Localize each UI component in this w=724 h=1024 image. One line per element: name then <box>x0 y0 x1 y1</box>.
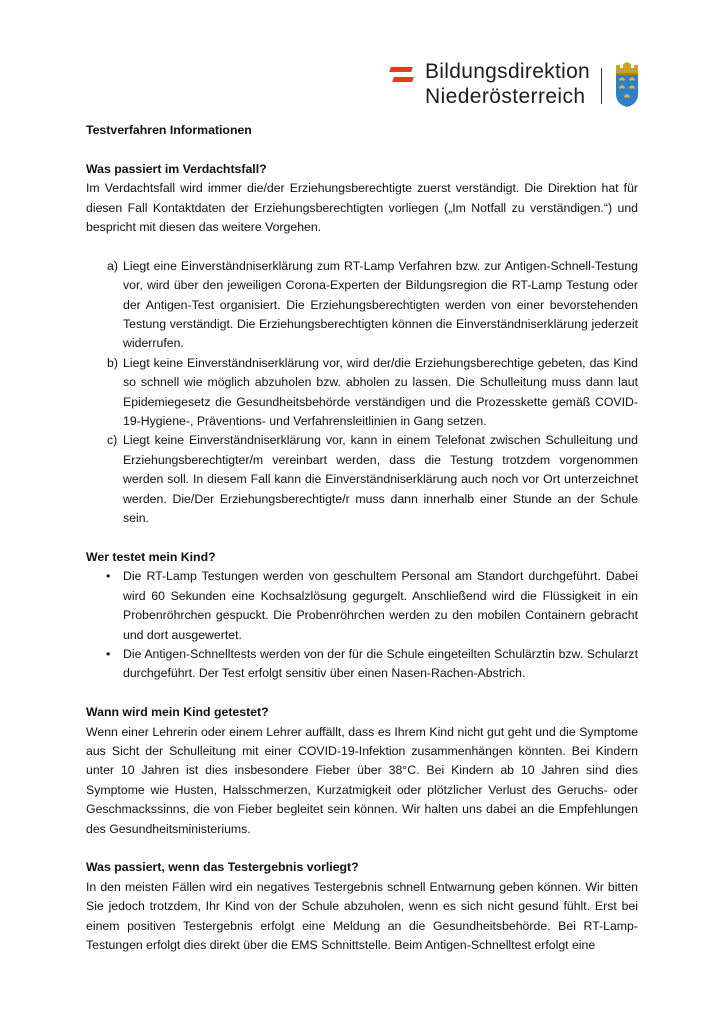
list-item <box>86 431 638 528</box>
list-item-text: Die RT-Lamp Testungen werden von geschultem Personal am Standort durchgeführt. Dabei wird 60 Sekunden eine Kochsalzlösung gegurgelt. Anschließend wird die Flüssigkeit in ein Probenröhrchen gespuckt. Die Probenröhrchen werden zu den mobilen Containern gebracht und dort ausgewertet. <box>123 569 638 642</box>
austria-flag-icon <box>390 67 414 83</box>
verdachtsfall-list <box>86 257 638 529</box>
section-heading-wer-testet: Wer testet mein Kind? <box>86 549 216 564</box>
section-intro-verdachtsfall: Im Verdachtsfall wird immer die/der Erziehungsberechtigte zuerst verständigt. Die Direktion hat für diesen Fall Kontaktdaten der Erziehungsberechtigten vorliegen („Im Notfall zu verständigen.“) und bespricht mit diesen das weitere Vorgehen. <box>86 181 638 235</box>
document-body <box>86 121 638 955</box>
section-heading-wann-getestet: Wann wird mein Kind getestet? <box>86 705 269 720</box>
list-item <box>86 354 638 432</box>
wer-testet-list <box>86 567 638 683</box>
list-item-text: Liegt keine Einverständniserklärung vor, kann in einem Telefonat zwischen Schulleitung und Erziehungsberechtigter/m vereinbart werden, dass die Testung trotzdem vorgenommen werden soll. In diesem Fall kann die Einverständniserklärung auch noch vor Ort unterzeichnet werden. Die/Der Erziehungsberechtigte/r muss dann innerhalb einer Stunde an der Schule sein. <box>123 433 638 526</box>
document-title: Testverfahren Informationen <box>86 123 252 137</box>
list-marker: a) <box>107 258 118 273</box>
list-item-text: Liegt eine Einverständniserklärung zum RT-Lamp Verfahren bzw. zur Antigen-Schnell-Testung vor, wird über den jeweiligen Corona-Experten der Bildungsregion die RT-Lamp Testung oder der Antigen-Test organisiert. Die Erziehungsberechtigten werden von einer bevorstehenden Testung verständigt. Die Erziehungsberechtigten können die Einverständniserklärung jederzeit widerrufen. <box>123 258 638 351</box>
list-item-text: Die Antigen-Schnelltests werden von der für die Schule eingeteilten Schulärztin bzw. Schularzt durchgeführt. Der Test erfolgt sensitiv über einen Nasen-Rachen-Abstrich. <box>123 646 638 681</box>
section-heading-verdachtsfall: Was passiert im Verdachtsfall? <box>86 161 267 176</box>
list-item <box>86 567 638 645</box>
list-item-text: Liegt keine Einverständniserklärung vor, wird der/die Erziehungsberechtige gebeten, das Kind so schnell wie möglich abzuholen bzw. abholen zu lassen. Die Schulleitung muss dann laut Epidemiegesetz die Gesundheitsbehörde verständigen und die Prozesskette gemäß COVID-19-Hygiene-, Präventions- und Verfahrensleitlinien in Gang setzen. <box>123 355 638 429</box>
list-item <box>86 257 638 354</box>
section-heading-testergebnis: Was passiert, wenn das Testergebnis vorliegt? <box>86 860 359 875</box>
section-body-testergebnis: In den meisten Fällen wird ein negatives Testergebnis schnell Entwarnung geben können. Wir bitten Sie jedoch trotzdem, Ihr Kind von der Schule abzuholen, wenn es sich nicht gesund fühlt. Erst bei einem positiven Testergebnis erfolgt eine Meldung an die Gesundheitsbehörde. Bei RT-Lamp-Testungen erfolgt dies direkt über die EMS Schnittstelle. Beim Antigen-Schnelltest erfolgt eine <box>86 879 638 952</box>
header-logo <box>388 58 648 110</box>
list-marker: b) <box>107 355 118 370</box>
logo-subtitle: Niederösterreich <box>425 85 586 108</box>
logo-title: Bildungsdirektion <box>425 60 591 83</box>
bullet-icon: • <box>106 569 111 584</box>
bullet-icon: • <box>106 646 111 661</box>
logo-divider <box>601 68 602 104</box>
list-marker: c) <box>107 433 118 448</box>
coat-of-arms-icon <box>614 62 640 108</box>
section-body-wann-getestet: Wenn einer Lehrerin oder einem Lehrer auffällt, dass es Ihrem Kind nicht gut geht und die Symptome aus Sicht der Schulleitung mit einer COVID-19-Infektion zusammenhängen könnten. Bei Kindern unter 10 Jahren ist dies insbesondere Fieber über 38°C. Bei Kindern ab 10 Jahren sind dies Symptome wie Husten, Halsschmerzen, Kurzatmigkeit oder plötzlicher Verlust des Geruchs- oder Geschmackssinns, die von Fieber begleitet sein können. Wir halten uns dabei an die Empfehlungen des Gesundheitsministeriums. <box>86 724 638 836</box>
list-item <box>86 645 638 684</box>
